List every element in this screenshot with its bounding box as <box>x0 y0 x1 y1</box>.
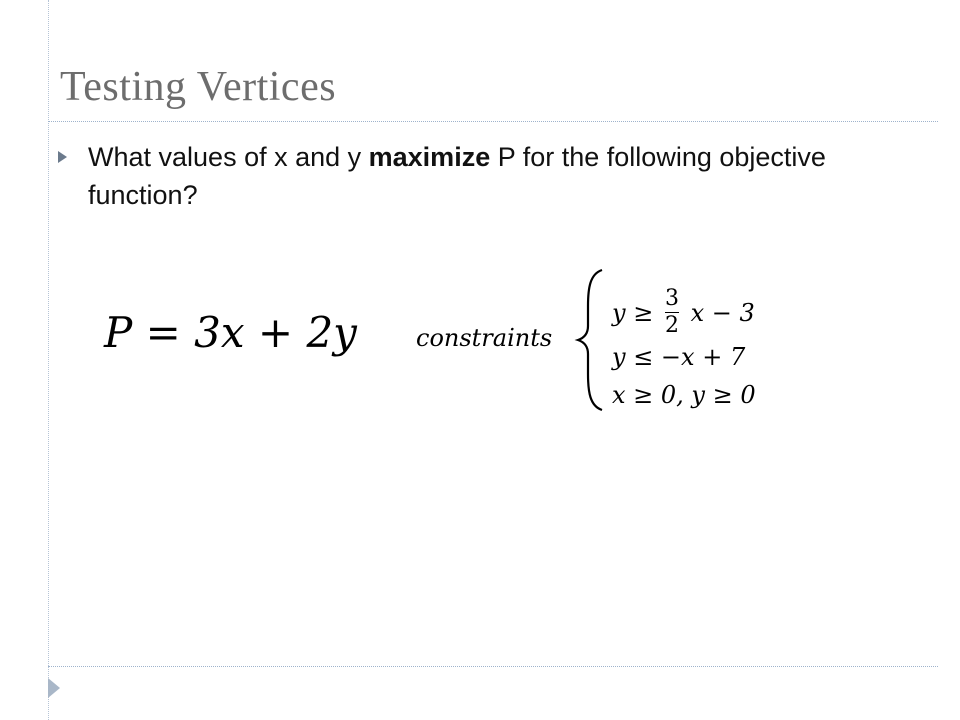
constraint-3: x ≥ 0, y ≥ 0 <box>612 381 756 409</box>
bullet-triangle-icon <box>58 151 67 163</box>
bullet-text-bold: maximize <box>368 142 491 172</box>
objective-function: P = 3x + 2y <box>104 308 357 357</box>
left-dotted-rule <box>48 0 49 720</box>
bullet-text <box>88 138 858 214</box>
constraints-label: constraints <box>416 324 553 352</box>
bullet-text-pre: What values of x and y <box>88 142 369 172</box>
left-brace-icon <box>572 266 612 414</box>
constraint-1 <box>612 286 755 339</box>
constraint-1-right: x − 3 <box>690 299 755 327</box>
fraction-numerator: 3 <box>664 286 679 311</box>
footer-divider <box>48 666 938 667</box>
fraction-three-halves <box>665 288 679 337</box>
constraint-2: y ≤ −x + 7 <box>612 343 746 371</box>
slide-title: Testing Vertices <box>60 64 337 110</box>
nav-triangle-icon <box>48 678 60 698</box>
constraint-1-left: y ≥ <box>612 299 654 327</box>
fraction-denominator: 2 <box>664 313 679 338</box>
bullet-text-post: P for the following objective function? <box>88 142 826 210</box>
title-divider <box>48 121 938 122</box>
